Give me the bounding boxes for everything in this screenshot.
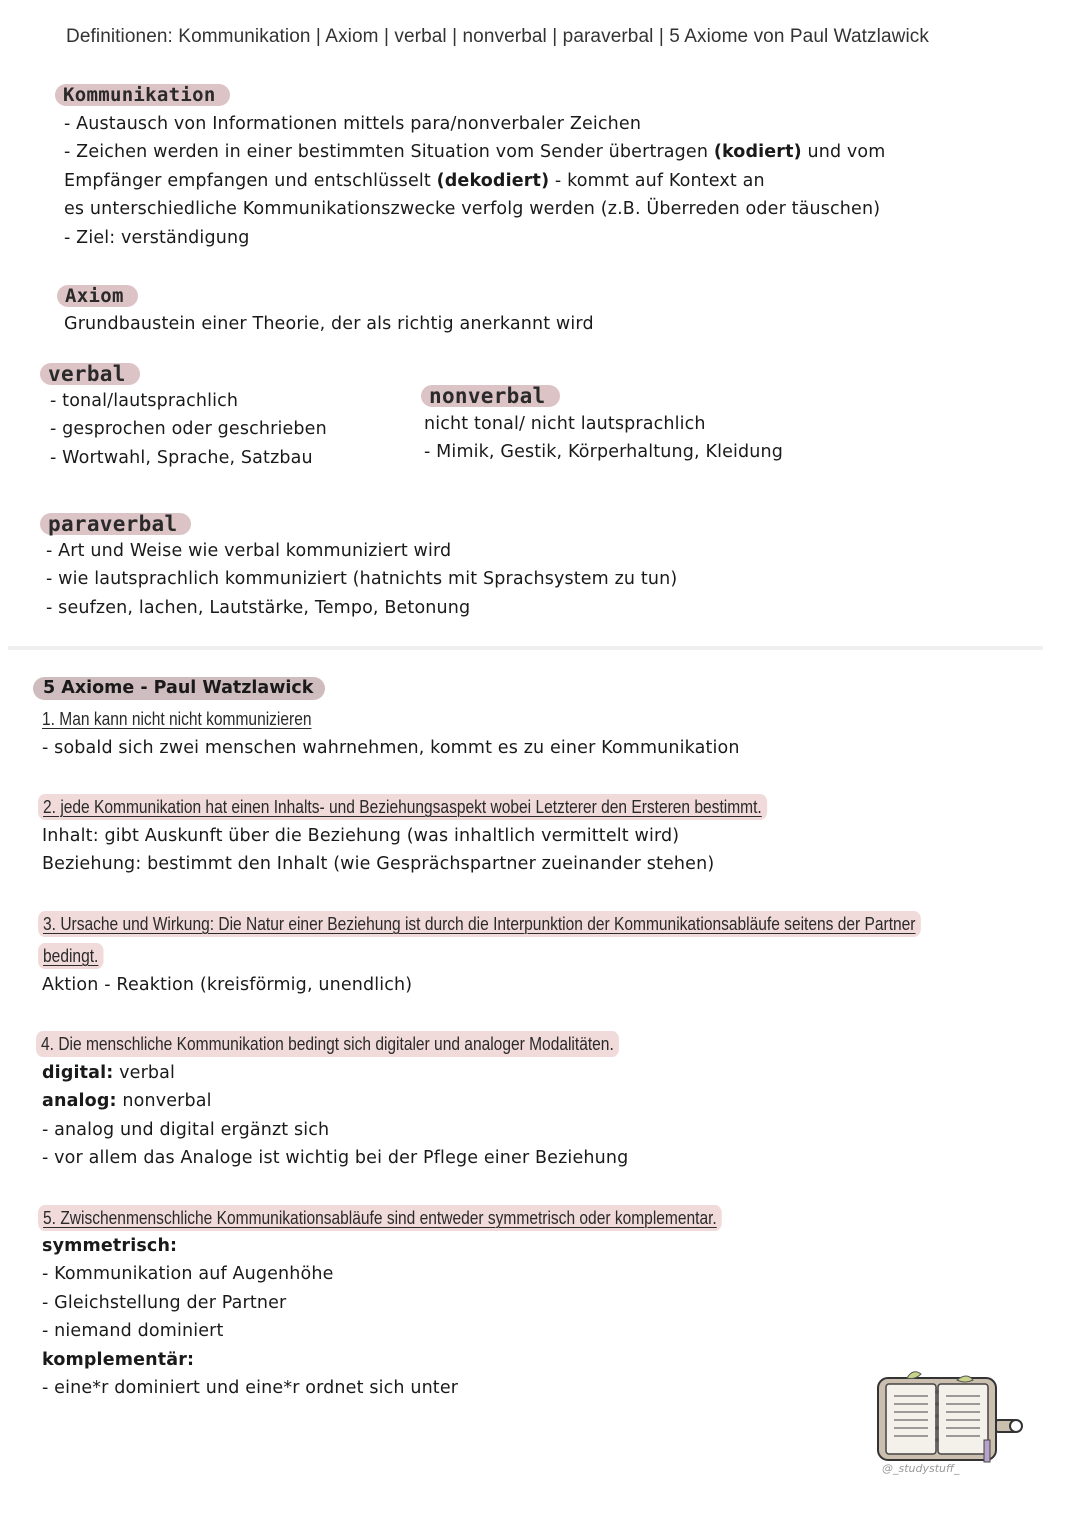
verbal-line: - Wortwahl, Sprache, Satzbau [50, 447, 313, 468]
axiom3-heading-cont: bedingt. [38, 943, 103, 969]
axiom5-line: - niemand dominiert [42, 1321, 224, 1342]
axiom2-line: Beziehung: bestimmt den Inhalt (wie Gesprächspartner zueinander stehen) [42, 854, 715, 875]
axiome5-title: 5 Axiome - Paul Watzlawick [33, 677, 325, 700]
axiom1-heading: 1. Man kann nicht nicht kommunizieren [42, 708, 312, 729]
verbal-line: - tonal/lautsprachlich [50, 391, 239, 411]
kommunikation-line: Empfänger empfangen und entschlüsselt (dekodiert) - kommt auf Kontext an [64, 170, 765, 191]
axiom2-heading: 2. jede Kommunikation hat einen Inhalts- und Beziehungsaspekt wobei Letzterer den Ersteren bestimmt. [38, 794, 767, 820]
kommunikation-title: Kommunikation [55, 84, 230, 106]
axiom1-line: - sobald sich zwei menschen wahrnehmen, kommt es zu einer Kommunikation [42, 738, 740, 758]
axiom3-line: Aktion - Reaktion (kreisförmig, unendlich) [42, 975, 413, 995]
paraverbal-title: paraverbal [40, 513, 191, 535]
axiom3-heading: 3. Ursache und Wirkung: Die Natur einer Beziehung ist durch die Interpunktion der Kommunikationsabläufe seitens der Partner [38, 911, 921, 937]
page-header: Definitionen: Kommunikation | Axiom | verbal | nonverbal | paraverbal | 5 Axiome von Paul Watzlawick [66, 26, 929, 47]
axiom-definition: Grundbaustein einer Theorie, der als richtig anerkannt wird [64, 314, 594, 334]
paraverbal-line: - Art und Weise wie verbal kommuniziert wird [46, 541, 452, 561]
verbal-line: - gesprochen oder geschrieben [50, 419, 327, 440]
axiom5-line: - eine*r dominiert und eine*r ordnet sich unter [42, 1378, 459, 1399]
axiom4-line: - vor allem das Analoge ist wichtig bei der Pflege einer Beziehung [42, 1148, 629, 1169]
nonverbal-line: - Mimik, Gestik, Körperhaltung, Kleidung [424, 442, 784, 463]
axiom2-body [42, 822, 714, 879]
kommunikation-line: - Ziel: verständigung [64, 227, 250, 248]
nonverbal-body [424, 410, 783, 467]
axiom5-line: - Gleichstellung der Partner [42, 1292, 287, 1313]
kommunikation-line: - Austausch von Informationen mittels para/nonverbaler Zeichen [64, 114, 642, 134]
nonverbal-line: nicht tonal/ nicht lautsprachlich [424, 414, 706, 434]
paraverbal-body [46, 537, 677, 622]
kommunikation-line: - Zeichen werden in einer bestimmten Situation vom Sender übertragen (kodiert) und vom [64, 142, 886, 163]
paraverbal-line: - seufzen, lachen, Lautstärke, Tempo, Betonung [46, 597, 471, 618]
axiom5-subheading: komplementär: [42, 1349, 195, 1370]
axiom4-heading: 4. Die menschliche Kommunikation bedingt sich digitaler und analoger Modalitäten. [36, 1031, 619, 1057]
axiom-title: Axiom [57, 285, 138, 307]
kommunikation-body [64, 110, 885, 252]
axiom5-body [42, 1232, 458, 1402]
planner-illustration-icon [862, 1370, 1032, 1475]
axiom5-subheading: symmetrisch: [42, 1236, 178, 1256]
axiom4-line: digital: verbal [42, 1063, 176, 1083]
verbal-body [50, 387, 327, 472]
axiom4-line: - analog und digital ergänzt sich [42, 1119, 330, 1140]
nonverbal-title: nonverbal [421, 385, 560, 407]
section-divider [8, 646, 1043, 650]
kommunikation-line: es unterschiedliche Kommunikationszwecke verfolg werden (z.B. Überreden oder täuschen) [64, 199, 881, 220]
axiom4-line: analog: nonverbal [42, 1091, 212, 1112]
axiom2-line: Inhalt: gibt Auskunft über die Beziehung (was inhaltlich vermittelt wird) [42, 826, 680, 846]
axiom5-line: - Kommunikation auf Augenhöhe [42, 1264, 334, 1285]
watermark: @_studystuff_ [882, 1462, 960, 1475]
verbal-title: verbal [40, 363, 140, 385]
axiom4-body [42, 1059, 628, 1173]
paraverbal-line: - wie lautsprachlich kommuniziert (hatnichts mit Sprachsystem zu tun) [46, 569, 678, 590]
axiom5-heading: 5. Zwischenmenschliche Kommunikationsabläufe sind entweder symmetrisch oder komplementar. [38, 1205, 722, 1231]
